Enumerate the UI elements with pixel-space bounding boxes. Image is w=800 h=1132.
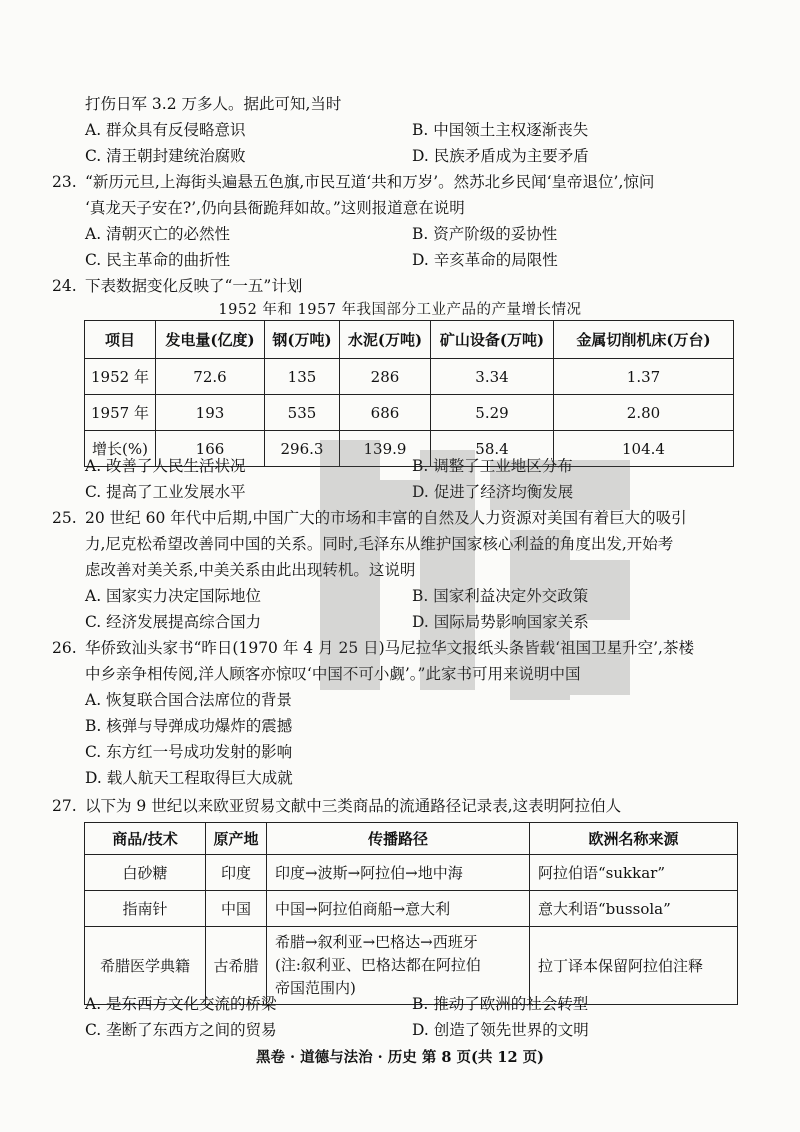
table-cell: 印度 [206,855,267,891]
q26-option-c: C. 东方红一号成功发射的影响 [85,743,293,761]
row-label-cell: 1952 年 [85,359,156,395]
q24-option-a: A. 改善了人民生活状况 [85,457,246,475]
q24-production-table [84,320,734,467]
table-cell: 686 [340,395,431,431]
table-cell: 拉丁译本保留阿拉伯注释 [530,927,738,1005]
q27-trade-table [84,822,738,1005]
q27-option-d: D. 创造了领先世界的文明 [412,1021,589,1039]
q24-table-caption: 1952 年和 1957 年我国部分工业产品的产量增长情况 [218,302,582,318]
q23-number: 23. [52,173,77,191]
q26-stem-line2: 中乡亲争相传阅,洋人顾客亦惊叹‘中国不可小觑’。”此家书可用来说明中国 [85,665,581,683]
header-cell: 欧洲名称来源 [530,823,738,855]
table-cell: 135 [265,359,340,395]
q24-option-c: C. 提高了工业发展水平 [85,483,246,501]
q23-stem-line1: “新历元旦,上海街头遍悬五色旗,市民互道‘共和万岁’。然苏北乡民闻‘皇帝退位’,惊问 [85,173,655,191]
header-cell: 钢(万吨) [265,321,340,359]
table-cell: 中国→阿拉伯商船→意大利 [267,891,530,927]
q25-stem-line2: 力,尼克松希望改善同中国的关系。同时,毛泽东从维护国家核心利益的角度出发,开始考 [85,535,674,553]
table-cell: 2.80 [554,395,734,431]
q22-option-a: A. 群众具有反侵略意识 [85,121,246,139]
table-cell: 139.9 [340,431,431,467]
path-note-line: 帝国范围内) [275,979,356,997]
table-cell: 296.3 [265,431,340,467]
table-cell: 古希腊 [206,927,267,1005]
q27-option-c: C. 垄断了东西方之间的贸易 [85,1021,277,1039]
row-label-cell: 1957 年 [85,395,156,431]
q25-number: 25. [52,509,77,527]
q24-number: 24. [52,277,77,295]
q22-stem-continuation: 打伤日军 3.2 万多人。据此可知,当时 [85,95,342,113]
table-cell: 中国 [206,891,267,927]
path-note-line: (注:叙利亚、巴格达都在阿拉伯 [275,956,481,974]
header-cell: 项目 [85,321,156,359]
header-cell: 商品/技术 [85,823,206,855]
table-row [85,359,734,395]
header-cell: 原产地 [206,823,267,855]
row-label-cell: 增长(%) [85,431,156,467]
header-cell: 水泥(万吨) [340,321,431,359]
q23-option-b: B. 资产阶级的妥协性 [412,225,558,243]
table-header-row [85,823,738,855]
q26-stem-line1: 华侨致汕头家书“昨日(1970 年 4 月 25 日)马尼拉华文报纸头条皆载‘祖国卫星升空’,茶楼 [85,639,694,657]
table-cell: 3.34 [431,359,554,395]
header-cell: 金属切削机床(万台) [554,321,734,359]
q22-option-d: D. 民族矛盾成为主要矛盾 [412,147,589,165]
q23-stem-line2: ‘真龙天子安在?’,仍向县衙跪拜如故。”这则报道意在说明 [85,199,465,217]
table-row [85,891,738,927]
table-cell: 1.37 [554,359,734,395]
q25-option-a: A. 国家实力决定国际地位 [85,587,262,605]
q23-option-c: C. 民主革命的曲折性 [85,251,231,269]
table-row [85,855,738,891]
q25-option-b: B. 国家利益决定外交政策 [412,587,589,605]
q27-option-b: B. 推动了欧洲的社会转型 [412,995,589,1013]
q26-option-b: B. 核弹与导弹成功爆炸的震撼 [85,717,293,735]
table-cell: 意大利语“bussola” [530,891,738,927]
q27-stem: 以下为 9 世纪以来欧亚贸易文献中三类商品的流通路径记录表,这表明阿拉伯人 [85,797,622,815]
table-cell: 193 [156,395,265,431]
table-cell: 5.29 [431,395,554,431]
header-cell: 发电量(亿度) [156,321,265,359]
table-cell: 72.6 [156,359,265,395]
q25-option-c: C. 经济发展提高综合国力 [85,613,262,631]
table-cell: 535 [265,395,340,431]
q26-option-a: A. 恢复联合国合法席位的背景 [85,691,293,709]
table-cell: 指南针 [85,891,206,927]
table-cell: 印度→波斯→阿拉伯→地中海 [267,855,530,891]
table-cell: 希腊医学典籍 [85,927,206,1005]
q27-number: 27. [52,797,77,815]
q25-option-d: D. 国际局势影响国家关系 [412,613,589,631]
table-cell: 白砂糖 [85,855,206,891]
table-cell: 104.4 [554,431,734,467]
q25-stem-line1: 20 世纪 60 年代中后期,中国广大的市场和丰富的自然及人力资源对美国有着巨大的吸引 [85,509,687,527]
q24-option-d: D. 促进了经济均衡发展 [412,483,574,501]
q24-option-b: B. 调整了工业地区分布 [412,457,573,475]
q25-stem-line3: 虑改善对美关系,中美关系由此出现转机。这说明 [85,561,416,579]
table-cell: 58.4 [431,431,554,467]
table-cell: 阿拉伯语“sukkar” [530,855,738,891]
table-cell: 286 [340,359,431,395]
table-header-row [85,321,734,359]
table-row [85,395,734,431]
table-cell: 166 [156,431,265,467]
q23-option-a: A. 清朝灭亡的必然性 [85,225,231,243]
page-footer: 黑卷 · 道德与法治 · 历史 第 8 页(共 12 页) [255,1049,545,1066]
q27-option-a: A. 是东西方文化交流的桥梁 [85,995,277,1013]
q26-option-d: D. 载人航天工程取得巨大成就 [85,769,293,787]
header-cell: 矿山设备(万吨) [431,321,554,359]
q24-stem: 下表数据变化反映了“一五”计划 [85,277,303,295]
q22-option-b: B. 中国领土主权逐渐丧失 [412,121,589,139]
q26-number: 26. [52,639,77,657]
q22-option-c: C. 清王朝封建统治腐败 [85,147,246,165]
header-cell: 传播路径 [267,823,530,855]
q23-option-d: D. 辛亥革命的局限性 [412,251,558,269]
path-line: 希腊→叙利亚→巴格达→西班牙 [275,933,478,951]
